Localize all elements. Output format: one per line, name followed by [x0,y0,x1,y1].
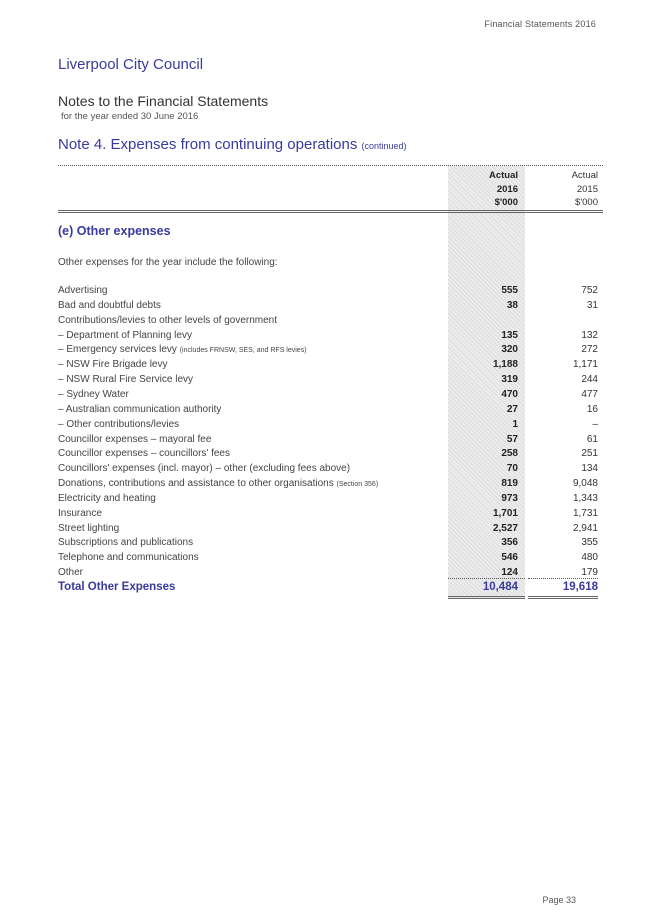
table-row [58,508,603,523]
value-2015: – [592,418,598,430]
row-label-text: Electricity and heating [58,492,156,504]
value-2016: 124 [501,567,518,579]
notes-title: Notes to the Financial Statements [58,93,269,109]
col-2016-year: 2016 [496,184,518,195]
subtotal-rule-2015 [528,578,598,579]
row-label-text: Donations, contributions and assistance to other organisations [58,478,334,490]
value-2016: 1 [512,418,518,430]
value-2016: 135 [501,329,518,341]
value-2016: 555 [501,285,518,296]
subtotal-rule-2016 [448,578,525,579]
table-row [58,434,603,449]
table-row [58,359,603,374]
row-label-note: (Section 356) [336,481,379,489]
row-label-text: Advertising [58,285,108,296]
row-label [58,552,199,563]
table-row [58,552,603,567]
value-2016: 973 [501,492,518,504]
table-row [58,493,603,508]
table-row [58,374,603,389]
table-top-rule [58,165,603,166]
value-2015: 1,731 [572,507,598,519]
row-label-text: Councillor expenses – mayoral fee [58,433,212,445]
row-label-text: – Emergency services levy [58,344,177,356]
row-label-note: (includes FRNSW, SES, and RFS levies) [179,347,307,355]
value-2015: 2,941 [572,522,598,534]
value-2015: 355 [581,537,598,549]
row-label-text: – Department of Planning levy [58,329,192,341]
value-2016: 2,527 [492,522,518,534]
row-label [58,508,102,519]
value-2016: 546 [501,552,518,564]
value-2015: 480 [581,552,598,564]
row-label-text: Contributions/levies to other levels of government [58,314,278,326]
value-2015: 251 [581,448,598,460]
value-2015: 244 [581,374,598,386]
row-label [58,419,179,430]
value-2015: 272 [581,344,598,356]
row-label [58,448,230,459]
value-2015: 61 [586,433,598,445]
value-2016: 38 [506,299,518,311]
total-double-rule-2015 [528,596,598,599]
value-2016: 1,701 [492,507,518,519]
row-label-text: Councillors' expenses (incl. mayor) – other (excluding fees above) [58,463,351,475]
table-row [58,537,603,552]
value-2015: 1,171 [572,359,598,371]
row-label-text: – Australian communication authority [58,403,222,415]
row-label-text: – Other contributions/levies [58,418,180,430]
table-row [58,389,603,404]
value-2015: 477 [581,388,598,400]
col-2015-actual: Actual [571,170,598,181]
col-2016-unit: $'000 [494,197,518,208]
table-header-rule [58,210,603,213]
row-label [58,374,193,385]
table-row [58,463,603,478]
row-label [58,537,193,548]
table-row [58,523,603,538]
council-name: Liverpool City Council [58,56,204,73]
value-2016: 57 [506,433,518,445]
row-label [58,359,167,370]
row-label-text: Councillor expenses – councillors' fees [58,448,230,460]
value-2015: 9,048 [572,478,598,490]
value-2016: 819 [501,478,518,490]
value-2016: 319 [501,374,518,386]
value-2016: 27 [506,403,518,415]
value-2016: 1,188 [492,359,518,371]
total-2016: 10,484 [482,581,518,593]
row-label-text: – Sydney Water [58,388,129,400]
value-2016: 470 [501,388,518,400]
col-2015-unit: $'000 [575,197,598,208]
section-heading: (e) Other expenses [58,224,171,238]
row-label [58,300,161,311]
table-row [58,448,603,463]
value-2016: 70 [506,463,518,475]
row-label [58,523,119,534]
header-text: Financial Statements 2016 [484,19,596,29]
value-2015: 752 [581,285,598,296]
table-row [58,285,603,300]
value-2015: 179 [581,567,598,579]
col-2016-actual: Actual [488,170,518,181]
row-label [58,404,221,415]
value-2016: 258 [501,448,518,460]
notes-subtitle: for the year ended 30 June 2016 [61,111,199,122]
table-row [58,344,603,359]
section-intro: Other expenses for the year include the following: [58,257,278,268]
page-number: Page 33 [542,895,576,905]
total-label: Total Other Expenses [58,581,176,593]
total-double-rule-2016 [448,596,525,599]
row-label-text: – NSW Fire Brigade levy [58,359,168,371]
row-label [58,434,211,445]
value-2015: 1,343 [572,492,598,504]
table-row [58,300,603,315]
row-label-text: Insurance [58,507,102,519]
row-label-text: – NSW Rural Fire Service levy [58,374,194,386]
row-label [58,389,129,400]
row-label [58,478,378,489]
value-2015: 16 [586,403,598,415]
note-title [58,136,407,153]
row-label-text: Subscriptions and publications [58,537,194,549]
row-label [58,285,107,296]
table-row [58,330,603,345]
table-row [58,419,603,434]
table-row [58,567,603,582]
value-2016: 320 [501,344,518,356]
row-label [58,493,156,504]
col-2015-year: 2015 [576,184,598,195]
note-continued: (continued) [361,141,407,151]
table-row [58,404,603,419]
row-label-text: Bad and doubtful debts [58,299,161,311]
row-label [58,463,350,474]
value-2015: 132 [581,329,598,341]
table-row [58,315,603,330]
row-label [58,344,307,355]
row-label [58,330,192,341]
note-title-text: Note 4. Expenses from continuing operations [58,136,358,153]
table-row [58,478,603,493]
total-2015: 19,618 [562,581,598,593]
value-2015: 31 [586,299,598,311]
row-label-text: Other [58,567,84,579]
value-2016: 356 [501,537,518,549]
value-2015: 134 [581,463,598,475]
row-label-text: Telephone and communications [58,552,199,564]
row-label-text: Street lighting [58,522,120,534]
row-label [58,567,83,578]
row-label [58,315,277,326]
